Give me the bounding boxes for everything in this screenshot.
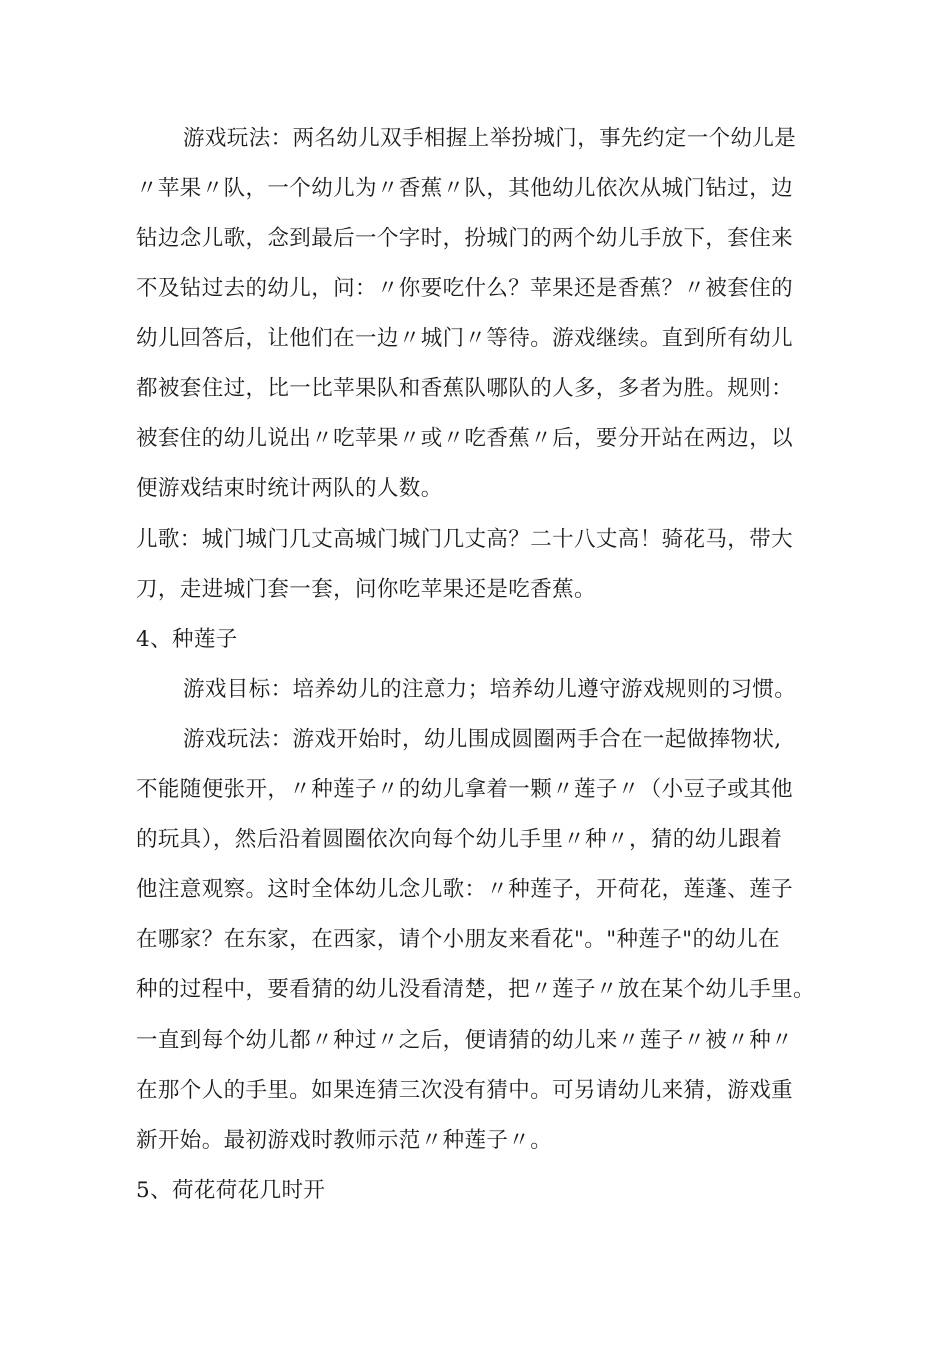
paragraph-line: 便游戏结束时统计两队的人数。 [136,476,443,501]
paragraph-line: 〃苹果〃队，一个幼儿为〃香蕉〃队，其他幼儿依次从城门钻过，边 [136,176,794,201]
paragraph-line: 钻边念儿歌，念到最后一个字时，扮城门的两个幼儿手放下，套住来 [136,226,794,251]
paragraph-line: 新开始。最初游戏时教师示范〃种莲子〃。 [136,1128,553,1153]
paragraph-line: 幼儿回答后，让他们在一边〃城门〃等待。游戏继续。直到所有幼儿 [136,326,794,351]
paragraph-line: 在哪家？在东家，在西家，请个小朋友来看花"。"种莲子"的幼儿在 [136,927,781,952]
paragraph-line: 在那个人的手里。如果连猜三次没有猜中。可另请幼儿来猜，游戏重 [136,1078,794,1103]
paragraph-line: 被套住的幼儿说出〃吃苹果〃或〃吃香蕉〃后，要分开站在两边，以 [136,426,794,451]
paragraph-line: 种的过程中，要看猜的幼儿没看清楚，把〃莲子〃放在某个幼儿手里。 [136,977,815,1002]
section-heading: 5、荷花荷花几时开 [136,1178,326,1203]
paragraph-line: 游戏玩法：两名幼儿双手相握上举扮城门，事先约定一个幼儿是 [183,126,797,151]
paragraph-line: 他注意观察。这时全体幼儿念儿歌：〃种莲子，开荷花，莲蓬、莲子 [136,877,794,902]
section-heading: 4、种莲子 [136,627,238,652]
paragraph-line: 不能随便张开，〃种莲子〃的幼儿拿着一颗〃莲子〃（小豆子或其他 [136,777,794,802]
paragraph-line: 游戏目标：培养幼儿的注意力；培养幼儿遵守游戏规则的习惯。 [183,677,797,702]
paragraph-line: 儿歌：城门城门几丈高城门城门几丈高？二十八丈高！骑花马，带大 [136,527,794,552]
paragraph-line: 的玩具），然后沿着圆圈依次向每个幼儿手里〃种〃，猜的幼儿跟着 [136,827,783,852]
paragraph-line: 刀，走进城门套一套，问你吃苹果还是吃香蕉。 [136,577,596,602]
paragraph-line: 游戏玩法：游戏开始时，幼儿围成圆圈两手合在一起做捧物状, [183,727,782,752]
paragraph-line: 都被套住过，比一比苹果队和香蕉队哪队的人多，多者为胜。规则： [136,376,794,401]
paragraph-line: 不及钻过去的幼儿，问：〃你要吃什么？苹果还是香蕉？〃被套住的 [136,276,794,301]
paragraph-line: 一直到每个幼儿都〃种过〃之后，便请猜的幼儿来〃莲子〃被〃种〃 [136,1028,794,1053]
